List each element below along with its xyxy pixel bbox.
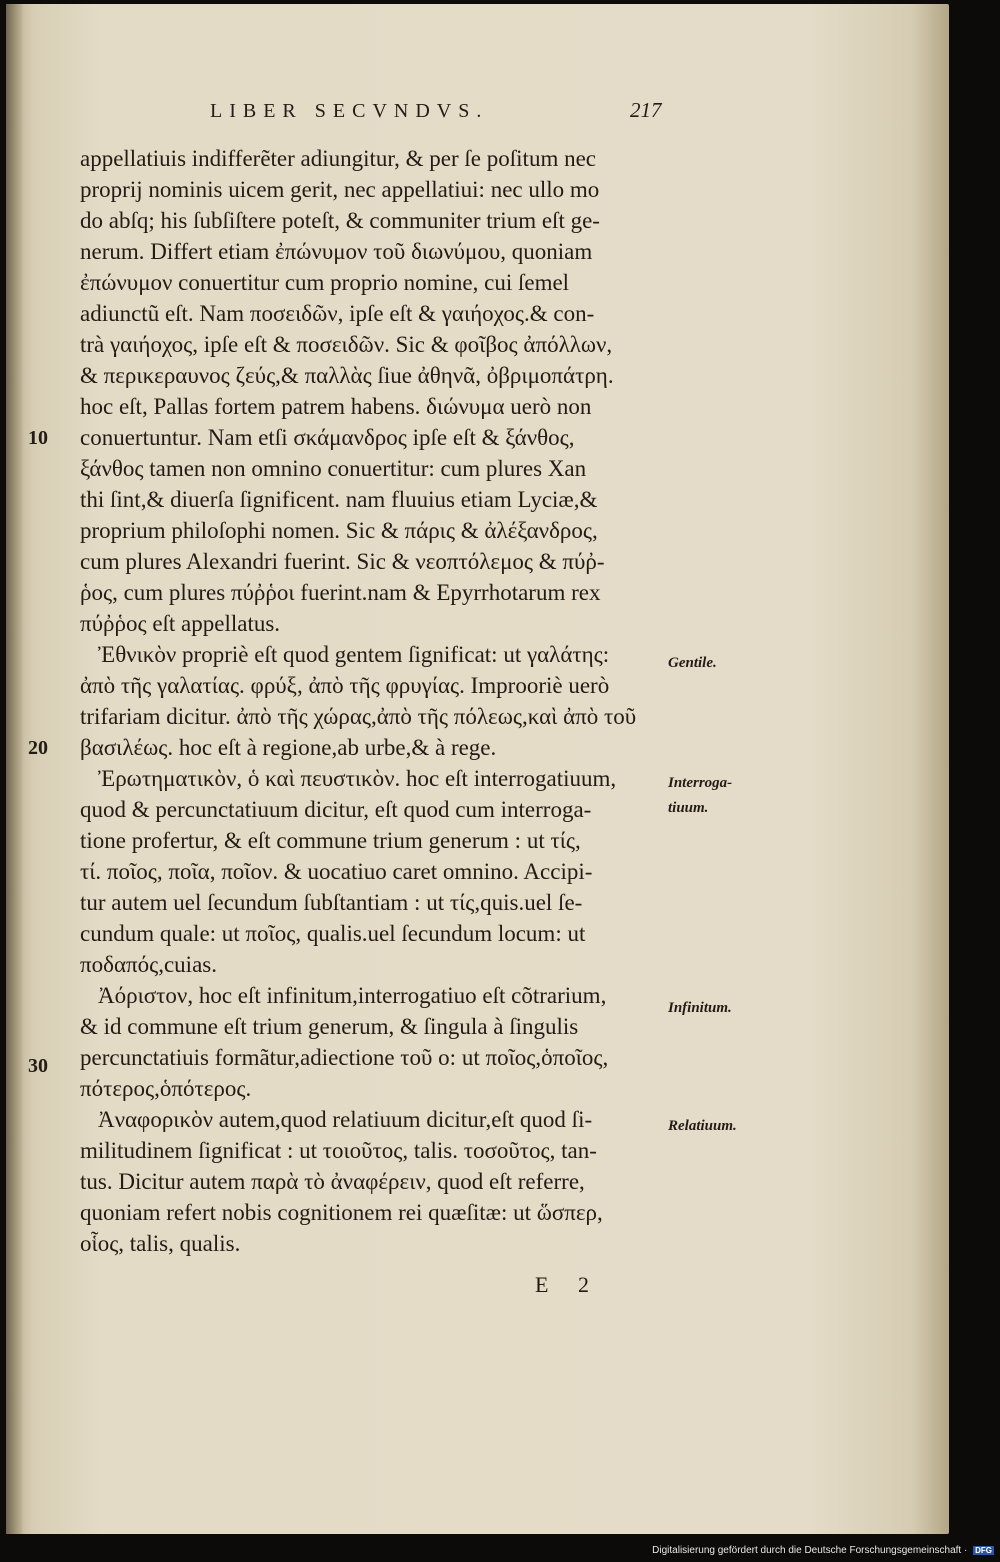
text-line: trà γαιήοχος, ipſe eſt & ποσειδῶν. Sic & φοῖβος ἀπόλλων, <box>80 332 613 357</box>
text-line: proprium philoſophi nomen. Sic & πάρις & ἀλέξανδρος, <box>80 518 598 543</box>
text-line: ποδαπός,cuias. <box>80 952 217 977</box>
text-line: Ἀναφορικὸν autem,quod relatiuum dicitur,eſt quod ſi- <box>98 1107 593 1132</box>
running-title: LIBER SECVNDVS. <box>210 100 489 122</box>
marginal-note-interrogatiuum-2: tiuum. <box>668 800 709 816</box>
marginal-note-infinitum: Infinitum. <box>668 1000 732 1016</box>
text-line: trifariam dicitur. ἀπὸ τῆς χώρας,ἀπὸ τῆς πόλεως,καὶ ἀπὸ τοῦ <box>80 704 637 729</box>
page-gutter-shadow <box>6 4 24 1534</box>
line-number-20: 20 <box>28 737 48 759</box>
text-line: & περικεραυνος ζεύς,& παλλὰς ſiue ἀθηνᾶ, ὀβριμοπάτρη. <box>80 363 614 388</box>
text-line: do abſq; his ſubſiſtere poteſt, & communiter trium eſt ge- <box>80 208 600 233</box>
marginal-note-relatiuum: Relatiuum. <box>668 1118 737 1134</box>
text-line: thi ſint,& diuerſa ſignificent. nam fluuius etiam Lyciæ,& <box>80 487 598 512</box>
footer-text: Digitalisierung gefördert durch die Deutsche Forschungsgemeinschaft <box>652 1545 962 1556</box>
text-line: Ἀόριστον, hoc eſt infinitum,interrogatiuo eſt cõtrarium, <box>98 983 607 1008</box>
marginal-note-interrogatiuum: Interroga- <box>668 775 733 791</box>
text-line: quod & percunctatiuum dicitur, eſt quod cum interroga- <box>80 797 592 822</box>
text-line: adiunctũ eſt. Nam ποσειδῶν, ipſe eſt & γαιήοχος.& con- <box>80 301 595 326</box>
folio-number: 217 <box>630 98 662 122</box>
text-line: πύῤῥος eſt appellatus. <box>80 611 281 636</box>
line-number-10: 10 <box>28 427 48 449</box>
text-line: nerum. Differt etiam ἐπώνυμον τοῦ διωνύμου, quoniam <box>80 239 593 264</box>
text-line: τί. ποῖος, ποῖα, ποῖον. & uocatiuo caret omnino. Accipi- <box>80 859 593 884</box>
text-line: Ἐθνικὸν propriè eſt quod gentem ſignificat: ut γαλάτης: <box>98 642 610 667</box>
text-line: ῥος, cum plures πύῤῥοι fuerint.nam & Epyrrhotarum rex <box>80 580 601 605</box>
dfg-logo-icon: DFG <box>975 1546 992 1555</box>
text-line: οἷος, talis, qualis. <box>80 1231 241 1256</box>
text-line: conuertuntur. Nam etſi σκάμανδρος ipſe eſt & ξάνθος, <box>80 425 575 450</box>
text-line: ἐπώνυμον conuertitur cum proprio nomine, cui ſemel <box>80 270 570 295</box>
text-line: quoniam refert nobis cognitionem rei quæſitæ: ut ὥσπερ, <box>80 1200 603 1225</box>
text-line: βασιλέως. hoc eſt à regione,ab urbe,& à rege. <box>80 735 497 760</box>
text-line: Ἐρωτηματικὸν, ὁ καὶ πευστικὸν. hoc eſt interrogatiuum, <box>98 766 617 791</box>
text-line: tione profertur, & eſt commune trium generum : ut τίς, <box>80 828 581 853</box>
line-number-30: 30 <box>28 1055 48 1077</box>
main-text-block <box>80 143 680 1259</box>
text-line: cundum quale: ut ποῖος, qualis.uel ſecundum locum: ut <box>80 921 586 946</box>
text-line: πότερος,ὁπότερος. <box>80 1076 252 1101</box>
text-line: percunctatiuis formãtur,adiectione τοῦ ο: ut ποῖος,ὁποῖος, <box>80 1045 609 1070</box>
text-line: appellatiuis indifferẽter adiungitur, & per ſe poſitum nec <box>80 146 596 171</box>
text-line: tus. Dicitur autem παρὰ τὸ ἀναφέρειν, quod eſt referre, <box>80 1169 585 1194</box>
text-line: proprij nominis uicem gerit, nec appellatiui: nec ullo mo <box>80 177 600 202</box>
text-line: ξάνθος tamen non omnino conuertitur: cum plures Xan <box>80 456 587 481</box>
marginal-note-gentile: Gentile. <box>668 655 717 671</box>
text-line: cum plures Alexandri fuerint. Sic & νεοπτόλεμος & πύῤ- <box>80 549 605 574</box>
signature-mark: E 2 <box>535 1272 601 1297</box>
text-line: tur autem uel ſecundum ſubſtantiam : ut τίς,quis.uel ſe- <box>80 890 583 915</box>
text-line: ἀπὸ τῆς γαλατίας. φρύξ, ἀπὸ τῆς φρυγίας. Improoriè uerò <box>80 673 610 698</box>
text-line: & id commune eſt trium generum, & ſingula à ſingulis <box>80 1014 579 1039</box>
text-line: militudinem ſignificat : ut τοιοῦτος, talis. τοσοῦτος, tan- <box>80 1138 597 1163</box>
digitization-footer: Digitalisierung gefördert durch die Deutsche Forschungsgemeinschaft · DFG <box>652 1545 992 1556</box>
text-line: hoc eſt, Pallas fortem patrem habens. διώνυμα uerò non <box>80 394 592 419</box>
